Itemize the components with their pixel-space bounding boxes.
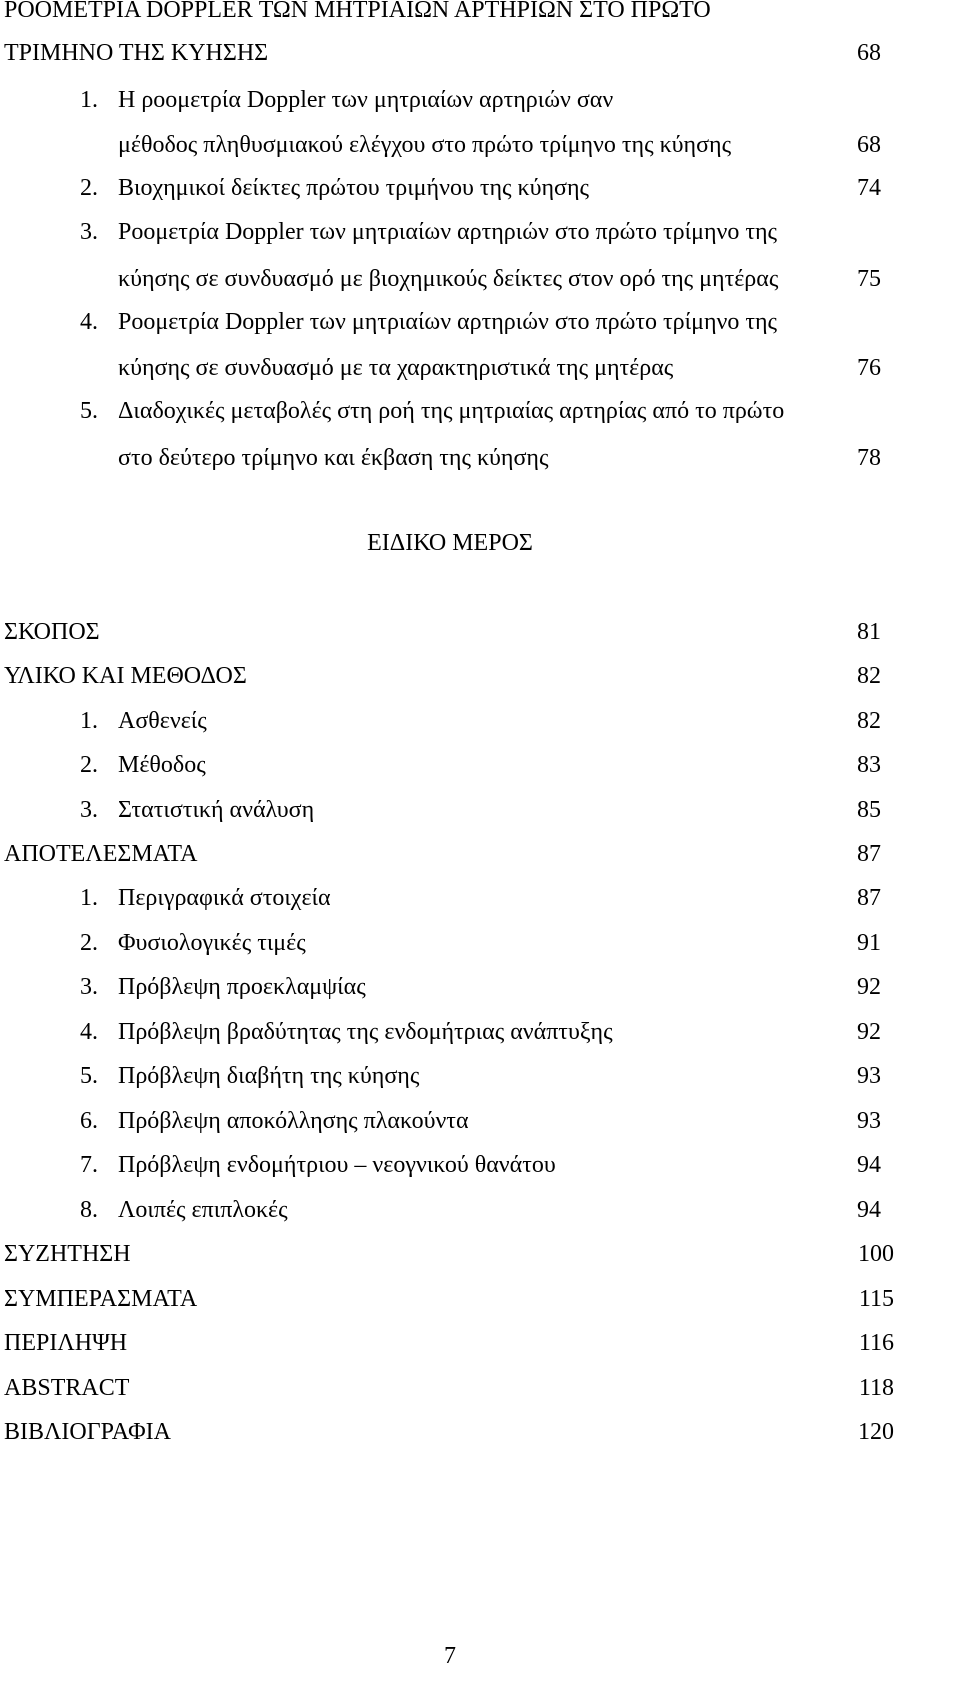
toc-entry-discussion xyxy=(0,1238,960,1270)
toc-page-number: 87 xyxy=(857,885,881,911)
toc-item-label: κύησης σε συνδυασμό με βιοχημικούς δείκτες στον ορό της μητέρας xyxy=(118,266,779,292)
toc-page-number: 93 xyxy=(857,1108,881,1134)
toc-page-number: 82 xyxy=(857,663,881,689)
toc-subentry xyxy=(0,1060,960,1092)
toc-subentry xyxy=(0,84,960,116)
toc-item-label: Ασθενείς xyxy=(118,708,207,734)
toc-item-label: Πρόβλεψη αποκόλλησης πλακούντα xyxy=(118,1108,469,1134)
toc-item-number: 5. xyxy=(80,1063,98,1089)
page-footer xyxy=(0,1640,960,1672)
toc-subentry-cont xyxy=(0,129,960,161)
toc-subentry xyxy=(0,1149,960,1181)
toc-item-number: 5. xyxy=(80,398,98,424)
toc-entry-label: ABSTRACT xyxy=(4,1375,130,1401)
toc-item-number: 4. xyxy=(80,1019,98,1045)
toc-item-number: 2. xyxy=(80,930,98,956)
toc-subentry xyxy=(0,794,960,826)
toc-subentry xyxy=(0,927,960,959)
toc-entry-summary xyxy=(0,1327,960,1359)
section-heading xyxy=(0,527,960,559)
toc-item-number: 4. xyxy=(80,309,98,335)
toc-page-number: 118 xyxy=(858,1375,894,1401)
toc-item-number: 8. xyxy=(80,1197,98,1223)
toc-subentry xyxy=(0,216,960,248)
toc-entry-bibliography xyxy=(0,1416,960,1448)
toc-item-label: μέθοδος πληθυσμιακού ελέγχου στο πρώτο τρίμηνο της κύησης xyxy=(118,132,732,158)
toc-entry-label: ΤΡΙΜΗΝΟ ΤΗΣ ΚΥΗΣΗΣ xyxy=(4,40,269,66)
toc-item-label: Ροομετρία Doppler των μητριαίων αρτηριών στο πρώτο τρίμηνο της xyxy=(118,219,778,245)
toc-page-number: 92 xyxy=(857,974,881,1000)
toc-subentry xyxy=(0,971,960,1003)
toc-subentry xyxy=(0,882,960,914)
toc-item-number: 1. xyxy=(80,87,98,113)
toc-item-label: Πρόβλεψη διαβήτη της κύησης xyxy=(118,1063,420,1089)
toc-item-label: Ροομετρία Doppler των μητριαίων αρτηριών στο πρώτο τρίμηνο της xyxy=(118,309,778,335)
toc-page-number: 75 xyxy=(857,266,881,292)
toc-item-label: Πρόβλεψη προεκλαμψίας xyxy=(118,974,366,1000)
toc-subentry xyxy=(0,1194,960,1226)
toc-page-number: 92 xyxy=(857,1019,881,1045)
toc-entry-doppler-section-cont xyxy=(0,37,960,69)
toc-item-number: 1. xyxy=(80,708,98,734)
toc-item-label: Μέθοδος xyxy=(118,752,206,778)
toc-item-number: 3. xyxy=(80,797,98,823)
toc-page-number: 94 xyxy=(857,1152,881,1178)
toc-item-number: 3. xyxy=(80,974,98,1000)
toc-page-number: 83 xyxy=(857,752,881,778)
toc-page-number: 76 xyxy=(857,355,881,381)
toc-entry-label: ΣΚΟΠΟΣ xyxy=(4,619,100,645)
toc-subentry xyxy=(0,1016,960,1048)
toc-page-number: 93 xyxy=(857,1063,881,1089)
toc-page-number: 116 xyxy=(858,1330,894,1356)
toc-item-number: 7. xyxy=(80,1152,98,1178)
toc-item-label: Βιοχημικοί δείκτες πρώτου τριμήνου της κύησης xyxy=(118,175,590,201)
toc-page-number: 87 xyxy=(857,841,881,867)
toc-entry-conclusions xyxy=(0,1283,960,1315)
toc-item-number: 1. xyxy=(80,885,98,911)
toc-item-label: Περιγραφικά στοιχεία xyxy=(118,885,331,911)
toc-subentry xyxy=(0,306,960,338)
toc-page-number: 81 xyxy=(857,619,881,645)
toc-page-number: 94 xyxy=(857,1197,881,1223)
toc-page-number: 85 xyxy=(857,797,881,823)
toc-page-number: 91 xyxy=(857,930,881,956)
toc-item-number: 2. xyxy=(80,175,98,201)
toc-item-label: κύησης σε συνδυασμό με τα χαρακτηριστικά της μητέρας xyxy=(118,355,674,381)
toc-entry-label: ΑΠΟΤΕΛΕΣΜΑΤΑ xyxy=(4,841,198,867)
toc-item-label: Πρόβλεψη βραδύτητας της ενδομήτριας ανάπτυξης xyxy=(118,1019,613,1045)
toc-subentry xyxy=(0,749,960,781)
toc-entry-results xyxy=(0,838,960,870)
toc-subentry-cont xyxy=(0,442,960,474)
toc-item-label: Φυσιολογικές τιμές xyxy=(118,930,306,956)
toc-entry-label: ΥΛΙΚΟ ΚΑΙ ΜΕΘΟΔΟΣ xyxy=(4,663,247,689)
toc-item-label: Διαδοχικές μεταβολές στη ροή της μητριαίας αρτηρίας από το πρώτο xyxy=(118,398,785,424)
toc-page-number: 78 xyxy=(857,445,881,471)
toc-item-label: Η ροομετρία Doppler των μητριαίων αρτηριών σαν xyxy=(118,87,614,113)
toc-page-number: 120 xyxy=(858,1419,894,1445)
toc-page-number: 115 xyxy=(858,1286,894,1312)
toc-subentry xyxy=(0,395,960,427)
toc-entry-label: ΣΥΜΠΕΡΑΣΜΑΤΑ xyxy=(4,1286,198,1312)
toc-entry-label: ΠΕΡΙΛΗΨΗ xyxy=(4,1330,128,1356)
toc-subentry xyxy=(0,705,960,737)
toc-entry-label: ΡΟΟΜΕΤΡΙΑ DOPPLER ΤΩΝ ΜΗΤΡΙΑΙΩΝ ΑΡΤΗΡΙΩΝ ΣΤΟ ΠΡΩΤΟ xyxy=(4,0,711,23)
toc-page-number: 68 xyxy=(857,40,881,66)
toc-page-number: 100 xyxy=(858,1241,894,1267)
toc-subentry-cont xyxy=(0,352,960,384)
toc-entry-doppler-section xyxy=(0,0,960,26)
toc-item-label: Λοιπές επιπλοκές xyxy=(118,1197,288,1223)
toc-item-number: 2. xyxy=(80,752,98,778)
toc-page-number: 74 xyxy=(857,175,881,201)
toc-subentry-cont xyxy=(0,263,960,295)
toc-page-number: 82 xyxy=(857,708,881,734)
section-heading-label: ΕΙΔΙΚΟ ΜΕΡΟΣ xyxy=(367,530,533,556)
toc-entry-methods xyxy=(0,660,960,692)
toc-item-label: Στατιστική ανάλυση xyxy=(118,797,315,823)
toc-subentry xyxy=(0,1105,960,1137)
toc-subentry xyxy=(0,172,960,204)
page-number: 7 xyxy=(444,1643,456,1669)
toc-page-number: 68 xyxy=(857,132,881,158)
toc-entry-label: ΒΙΒΛΙΟΓΡΑΦΙΑ xyxy=(4,1419,171,1445)
toc-item-label: στο δεύτερο τρίμηνο και έκβαση της κύησης xyxy=(118,445,549,471)
toc-item-number: 3. xyxy=(80,219,98,245)
toc-item-number: 6. xyxy=(80,1108,98,1134)
toc-entry-label: ΣΥΖΗΤΗΣΗ xyxy=(4,1241,131,1267)
toc-entry-aim xyxy=(0,616,960,648)
toc-item-label: Πρόβλεψη ενδομήτριου – νεογνικού θανάτου xyxy=(118,1152,556,1178)
toc-entry-abstract xyxy=(0,1372,960,1404)
